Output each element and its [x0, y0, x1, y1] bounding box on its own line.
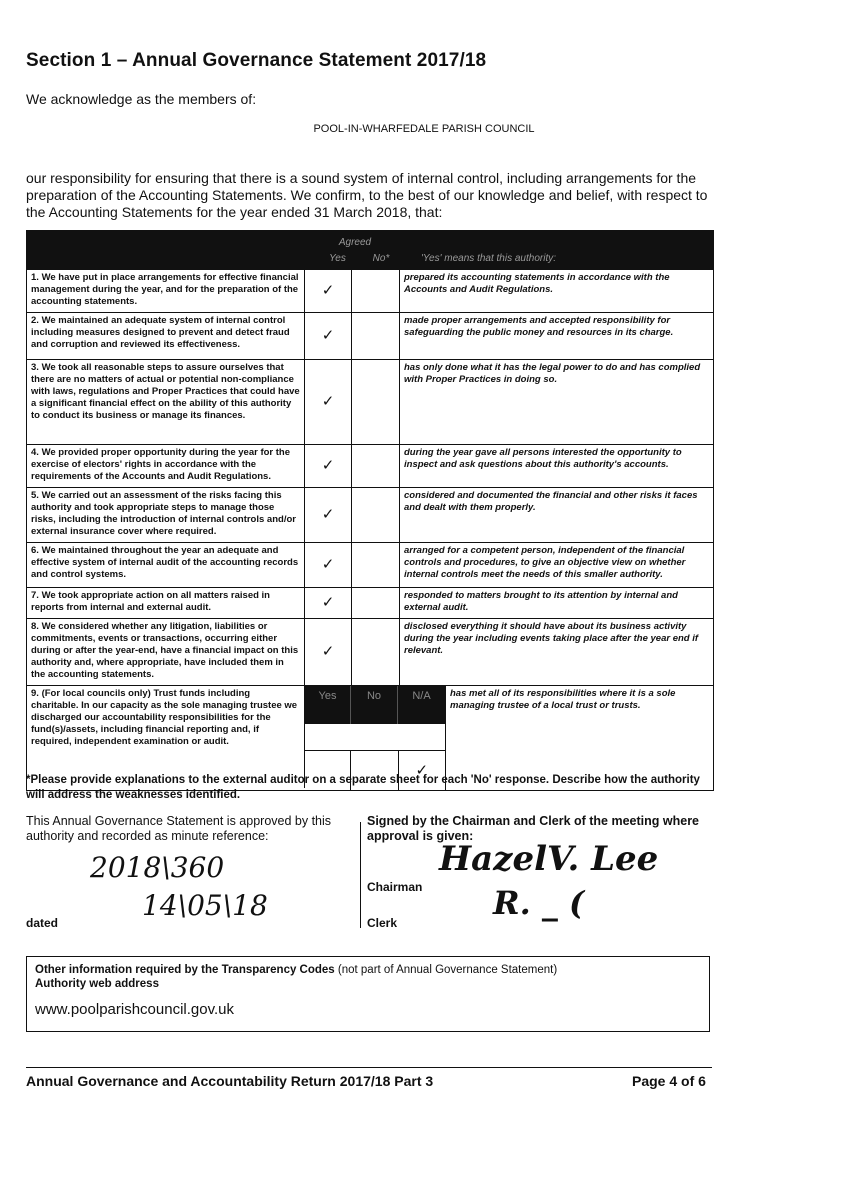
header-yes: Yes — [329, 253, 346, 264]
row-number: 4. — [31, 447, 39, 458]
trust-no-header: No — [351, 686, 398, 724]
no-checkbox[interactable] — [352, 488, 400, 542]
yes-checkbox[interactable]: ✓ — [305, 360, 352, 444]
row-means: responded to matters brought to its attention by internal and external audit. — [404, 590, 678, 613]
row-means: disclosed everything it should have about its business activity during the year including events taking place after the year end if relevant. — [404, 621, 699, 656]
page-title: Section 1 – Annual Governance Statement 2017/18 — [26, 50, 487, 71]
clerk-label: Clerk — [367, 916, 398, 930]
row-number: 6. — [31, 545, 39, 556]
row-number: 2. — [31, 315, 39, 326]
minute-reference: 2018\360 — [90, 851, 225, 884]
transparency-heading-suffix: (not part of Annual Governance Statement) — [334, 964, 558, 976]
yes-checkbox[interactable]: ✓ — [305, 488, 352, 542]
yes-checkbox[interactable]: ✓ — [305, 313, 352, 359]
row-means: considered and documented the financial and other risks it faces and dealt with them properly. — [404, 490, 698, 513]
web-address[interactable]: www.poolparishcouncil.gov.uk — [35, 1001, 234, 1018]
row-number: 7. — [31, 590, 39, 601]
row-number: 1. — [31, 272, 39, 283]
row-means: arranged for a competent person, independent of the financial controls and procedures, to give an objective view on whether internal controls meet the needs of this smaller authority. — [404, 545, 686, 580]
table-row — [27, 312, 713, 359]
row-statement: (For local councils only) Trust funds including charitable. In our capacity as the sole managing trustee we discharged our accountability responsibilities for the fund(s)/assets, including financial reporting and, if required, independent examination or audit. — [31, 688, 298, 747]
approval-block — [26, 814, 346, 930]
row-number: 9. — [31, 688, 39, 699]
no-checkbox[interactable] — [352, 588, 400, 618]
yes-checkbox[interactable]: ✓ — [305, 543, 352, 587]
clerk-signature: R. _ ( — [493, 884, 585, 922]
table-header — [27, 231, 713, 269]
row-statement: We maintained an adequate system of internal control including measures designed to prevent and detect fraud and corruption and reviewed its effectiveness. — [31, 315, 290, 350]
row-means: during the year gave all persons interested the opportunity to inspect and ask questions about this authority's accounts. — [404, 447, 682, 470]
trust-yes-header: Yes — [305, 686, 351, 724]
table-row — [27, 487, 713, 542]
chairman-label: Chairman — [367, 880, 423, 894]
no-checkbox[interactable] — [352, 445, 400, 487]
row-means: has only done what it has the legal power to do and has complied with Proper Practices in doing so. — [404, 362, 701, 385]
row-statement: We carried out an assessment of the risks facing this authority and took appropriate steps to manage those risks, including the introduction of internal controls and/or external insurance cover where required. — [31, 490, 296, 537]
table-row — [27, 587, 713, 618]
council-name: POOL-IN-WHARFEDALE PARISH COUNCIL — [313, 123, 535, 135]
row-number: 8. — [31, 621, 39, 632]
yes-checkbox[interactable]: ✓ — [305, 270, 352, 312]
trust-na-checkbox[interactable]: ✓ — [399, 750, 445, 790]
no-checkbox[interactable] — [352, 360, 400, 444]
table-row — [27, 359, 713, 444]
yes-checkbox[interactable]: ✓ — [305, 445, 352, 487]
row-means: has met all of its responsibilities where it is a sole managing trustee of a local trust or trusts. — [450, 688, 676, 711]
footer-title: Annual Governance and Accountability Return 2017/18 Part 3 — [26, 1073, 434, 1089]
header-no: No* — [372, 253, 390, 264]
dated-label: dated — [26, 916, 59, 930]
no-checkbox[interactable] — [352, 619, 400, 685]
table-row — [27, 269, 713, 312]
approval-text: This Annual Governance Statement is approved by this authority and recorded as minute reference: — [26, 814, 332, 843]
acknowledge-text: We acknowledge as the members of: — [26, 91, 257, 107]
table-row — [27, 542, 713, 587]
row-means: made proper arrangements and accepted responsibility for safeguarding the public money and resources in its charge. — [404, 315, 674, 338]
row-means: prepared its accounting statements in accordance with the Accounts and Audit Regulations. — [404, 272, 670, 295]
no-response-note: *Please provide explanations to the external auditor on a separate sheet for each 'No' response. Describe how the authority will address the weaknesses identified. — [26, 774, 700, 801]
web-address-label: Authority web address — [35, 978, 159, 990]
table-row — [27, 618, 713, 685]
page-number: Page 4 of 6 — [632, 1073, 706, 1089]
row-number: 3. — [31, 362, 39, 373]
row-statement: We have put in place arrangements for effective financial management during the year, and for the preparation of the accounting statements. — [31, 272, 299, 307]
approval-date: 14\05\18 — [142, 889, 268, 922]
yes-checkbox[interactable]: ✓ — [305, 619, 352, 685]
row-statement: We provided proper opportunity during the year for the exercise of electors' rights in accordance with the requirements of the Accounts and Audit Regulations. — [31, 447, 290, 482]
no-checkbox[interactable] — [352, 543, 400, 587]
no-checkbox[interactable] — [352, 313, 400, 359]
yes-checkbox[interactable]: ✓ — [305, 588, 352, 618]
row-statement: We maintained throughout the year an adequate and effective system of internal audit of the accounting records and control systems. — [31, 545, 299, 580]
header-means: 'Yes' means that this authority: — [421, 253, 556, 264]
row-statement: We took appropriate action on all matters raised in reports from internal and external audit. — [31, 590, 270, 613]
transparency-heading: Other information required by the Transparency Codes — [35, 964, 335, 976]
header-agreed: Agreed — [338, 237, 372, 248]
row-number: 5. — [31, 490, 39, 501]
signature-divider — [360, 822, 361, 928]
governance-table — [26, 230, 714, 791]
no-checkbox[interactable] — [352, 270, 400, 312]
row-statement: We took all reasonable steps to assure ourselves that there are no matters of actual or potential non-compliance with laws, regulations and Proper Practices that could have a significant financial effect on the ability of this authority to conduct its business or manage its finances. — [31, 362, 300, 421]
footer-divider — [26, 1067, 712, 1068]
trust-na-header: N/A — [398, 686, 445, 724]
signature-block — [367, 814, 727, 930]
transparency-box — [26, 956, 710, 1032]
row-statement: We considered whether any litigation, liabilities or commitments, events or transactions, occurring either during or after the year-end, have a financial impact on this authority and, where appropriate, have included them in the accounting statements. — [31, 621, 299, 680]
signature-text: Signed by the Chairman and Clerk of the meeting where approval is given: — [367, 814, 700, 843]
chairman-signature: HazelV. Lee — [439, 839, 659, 879]
table-row — [27, 444, 713, 487]
intro-paragraph: our responsibility for ensuring that there is a sound system of internal control, including arrangements for the preparation of the Accounting Statements. We confirm, to the best of our knowledge and belief, with respect to the Accounting Statements for the year ended 31 March 2018, that: — [26, 170, 708, 220]
